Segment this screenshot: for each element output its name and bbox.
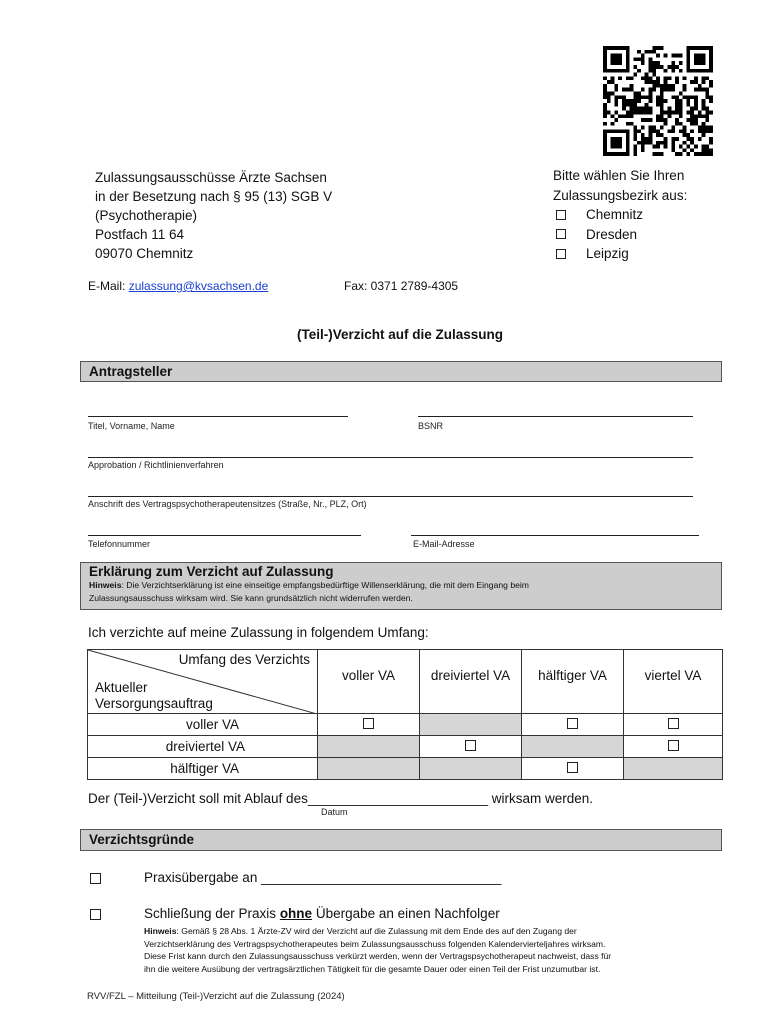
recipient-line: (Psychotherapie) [95,208,198,223]
bezirk-prompt: Bitte wählen Sie Ihren [553,168,685,183]
row-label: dreiviertel VA [88,736,318,758]
ablauf-sentence [88,791,593,806]
table-cell[interactable] [624,736,723,758]
field-label: Titel, Vorname, Name [88,421,175,431]
bezirk-selection [553,166,687,264]
table-cell[interactable] [624,714,723,736]
phone-input-line[interactable] [88,535,361,536]
section-antragsteller [80,361,722,382]
bezirk-option-label: Leipzig [586,246,629,261]
umfang-intro: Ich verzichte auf meine Zulassung in folgendem Umfang: [88,625,429,640]
ablauf-text: wirksam werden. [488,791,594,806]
corner-bottom-label: Aktueller [95,680,148,695]
recipient-address [95,168,332,263]
table-cell-disabled [522,736,624,758]
table-cell-disabled [624,758,723,780]
checkbox-praxisuebergabe[interactable] [90,873,101,884]
row-label: voller VA [88,714,318,736]
checkbox[interactable] [668,718,679,729]
section-gruende [80,829,722,851]
section-erklaerung [80,562,722,610]
checkbox[interactable] [556,210,566,220]
bezirk-option-dresden[interactable] [553,225,687,245]
table-cell-disabled [420,758,522,780]
address-input-line[interactable] [88,496,693,497]
datum-label: Datum [321,807,348,817]
email-link[interactable]: zulassung@kvsachsen.de [128,279,269,293]
section-heading: Erklärung zum Verzicht auf Zulassung [89,564,334,579]
table-cell-disabled [318,736,420,758]
hint-text: Zulassungsausschuss wirksam wird. Sie kann grundsätzlich nicht widerrufen werden. [89,592,413,603]
field-label: E-Mail-Adresse [413,539,475,549]
bezirk-option-label: Chemnitz [586,207,644,222]
checkbox[interactable] [465,740,476,751]
checkbox[interactable] [668,740,679,751]
column-header: voller VA [318,650,420,714]
column-header: viertel VA [624,650,723,714]
email-label: E-Mail: [88,279,126,293]
ablauf-text: Der (Teil-)Verzicht soll mit Ablauf des [88,791,308,806]
table-cell-disabled [318,758,420,780]
column-header: hälftiger VA [522,650,624,714]
hint-text: Hinweis: Die Verzichtserklärung ist eine einseitige empfangsbedürftige Willenserklärung, die mit dem Eingang beim [89,580,529,590]
bsnr-input-line[interactable] [418,416,693,417]
email-input-line[interactable] [411,535,699,536]
corner-cell [88,650,318,714]
checkbox-praxisschliessung[interactable] [90,909,101,920]
column-header: dreiviertel VA [420,650,522,714]
field-label: Anschrift des Vertragspsychotherapeutensitzes (Straße, Nr., PLZ, Ort) [88,499,367,509]
recipient-line: Zulassungsausschüsse Ärzte Sachsen [95,170,327,185]
bezirk-prompt: Zulassungsbezirk aus: [553,187,688,203]
row-label: hälftiger VA [88,758,318,780]
recipient-line: Postfach 11 64 [95,227,185,242]
footer-text: RVV/FZL – Mitteilung (Teil-)Verzicht auf die Zulassung (2024) [87,991,345,1002]
table-cell[interactable] [318,714,420,736]
checkbox[interactable] [556,229,566,239]
table-cell[interactable] [522,758,624,780]
section-heading: Verzichtsgründe [89,832,195,847]
gruende-hint: Hinweis: Gemäß § 28 Abs. 1 Ärzte-ZV wird der Verzicht auf die Zulassung mit dem Ende des auf den Zugang der Verzichtserklärung des Vertragspsychotherapeutes beim Zulassungsausschuss folgenden Kalendervierteljahres wirksam. Diese Frist kann durch den Zulassungsausschuss verkürzt werden, wenn der Vertragspsychotherapeut nachweist, dass für ihn die weitere Ausübung der vertragsärztlichen Tätigkeit für die gesamte Dauer oder einen Teil der Frist unzumutbar ist. [144,926,612,974]
option-praxisuebergabe: Praxisübergabe an ________________________________ [144,870,502,885]
field-label: Approbation / Richtlinienverfahren [88,460,224,470]
email-line [88,279,268,293]
qr-code [603,46,713,156]
umfang-table [87,649,723,780]
fax-number: Fax: 0371 2789-4305 [344,279,459,293]
section-heading: Antragsteller [89,364,173,379]
recipient-line: 09070 Chemnitz [95,246,194,261]
bezirk-option-label: Dresden [586,226,638,242]
checkbox[interactable] [567,762,578,773]
table-cell[interactable] [420,736,522,758]
checkbox[interactable] [567,718,578,729]
corner-top-label: Umfang des Verzichts [178,652,310,667]
name-input-line[interactable] [88,416,348,417]
corner-bottom-label: Versorgungsauftrag [95,696,213,711]
field-label: BSNR [418,421,444,431]
approbation-input-line[interactable] [88,457,693,458]
table-cell[interactable] [522,714,624,736]
recipient-line: in der Besetzung nach § 95 (13) SGB V [95,189,333,204]
checkbox[interactable] [556,249,566,259]
table-cell-disabled [420,714,522,736]
bezirk-option-chemnitz[interactable] [553,205,687,225]
option-praxisschliessung: Schließung der Praxis ohne Übergabe an einen Nachfolger [144,906,500,921]
bezirk-option-leipzig[interactable] [553,244,687,264]
datum-input-line[interactable]: ________________________ [307,791,489,806]
checkbox[interactable] [363,718,374,729]
form-title: (Teil-)Verzicht auf die Zulassung [296,327,504,342]
field-label: Telefonnummer [88,539,151,549]
